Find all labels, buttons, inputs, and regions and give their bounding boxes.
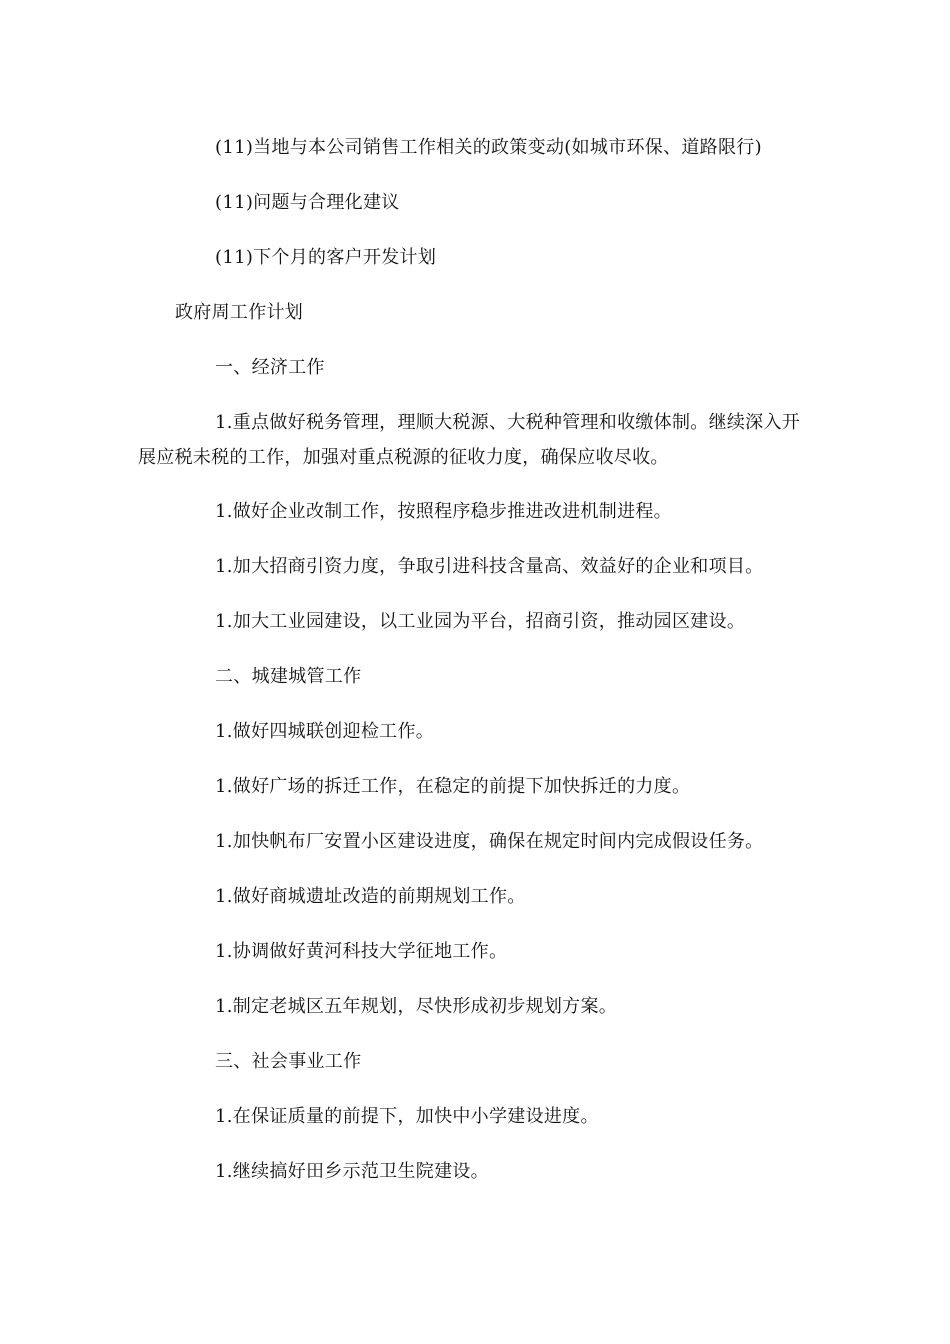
sales-item-policy-changes: (11)当地与本公司销售工作相关的政策变动(如城市环保、道路限行): [215, 137, 762, 158]
section-title-government-weekly-plan: 政府周工作计划: [175, 302, 304, 323]
paragraph-investment: 1.加大招商引资力度，争取引进科技含量高、效益好的企业和项目。: [215, 556, 764, 577]
sales-item-client-plan: (11)下个月的客户开发计划: [215, 247, 437, 268]
paragraph-tax-management: 1.重点做好税务管理，理顺大税源、大税种管理和收缴体制。继续深入开展应税未税的工作，加强对重点税源的征收力度，确保应收尽收。: [138, 412, 801, 468]
paragraph-university-land: 1.协调做好黄河科技大学征地工作。: [215, 941, 508, 962]
paragraph-health-center: 1.继续搞好田乡示范卫生院建设。: [215, 1161, 489, 1182]
paragraph-industrial-park: 1.加大工业园建设，以工业园为平台，招商引资，推动园区建设。: [215, 611, 746, 632]
heading-urban-construction: 二、城建城管工作: [215, 666, 362, 687]
paragraph-old-town-plan: 1.制定老城区五年规划，尽快形成初步规划方案。: [215, 996, 618, 1017]
paragraph-canvas-factory: 1.加快帆布厂安置小区建设进度，确保在规定时间内完成假设任务。: [215, 831, 764, 852]
heading-economic-work: 一、经济工作: [215, 357, 325, 378]
paragraph-school-construction: 1.在保证质量的前提下，加快中小学建设进度。: [215, 1106, 599, 1127]
sales-item-issues-suggestions: (11)问题与合理化建议: [215, 192, 400, 213]
paragraph-square-demolition: 1.做好广场的拆迁工作，在稳定的前提下加快拆迁的力度。: [215, 776, 691, 797]
heading-social-affairs: 三、社会事业工作: [215, 1051, 362, 1072]
paragraph-enterprise-reform: 1.做好企业改制工作，按照程序稳步推进改进机制进程。: [215, 501, 672, 522]
paragraph-mall-ruins: 1.做好商城遗址改造的前期规划工作。: [215, 886, 526, 907]
paragraph-four-city: 1.做好四城联创迎检工作。: [215, 721, 435, 742]
